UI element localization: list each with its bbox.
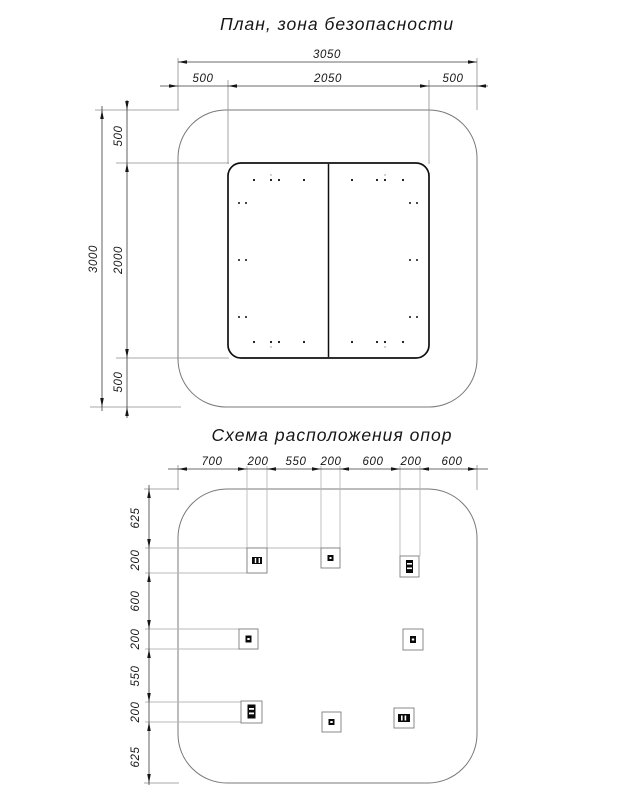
safety-zone-outline	[178, 110, 477, 407]
supports-title: Схема расположения опор	[211, 425, 453, 445]
dim-label-col-1: 200	[247, 456, 269, 468]
plan-dimension-lines	[102, 62, 488, 418]
dim-label-row-2: 600	[130, 590, 142, 612]
dim-label-col-5: 200	[400, 456, 422, 468]
dim-label-col-6: 600	[441, 456, 463, 468]
dim-label-inner-height: 2000	[113, 246, 125, 274]
dim-label-row-1: 200	[130, 549, 142, 571]
supports-dimension-lines	[149, 469, 488, 785]
dim-label-left-offset: 500	[192, 73, 214, 85]
supports-drawing	[130, 425, 488, 785]
dim-label-inner-width: 2050	[314, 73, 342, 85]
plan-title: План, зона безопасности	[219, 14, 455, 34]
dim-label-row-4: 550	[130, 665, 142, 687]
dim-label-right-offset: 500	[442, 73, 464, 85]
dim-label-top-offset: 500	[113, 125, 125, 147]
dim-label-total-height: 3000	[88, 245, 100, 273]
dim-label-row-0: 625	[130, 507, 142, 529]
dim-label-total-width: 3050	[313, 49, 341, 61]
supports-dimension-arrows	[147, 467, 477, 783]
dim-label-col-4: 600	[362, 456, 384, 468]
plan-dimension-arrows	[100, 60, 486, 416]
plan-dimension-labels	[88, 49, 464, 393]
dim-label-row-6: 625	[130, 746, 142, 768]
dim-label-col-3: 200	[320, 456, 342, 468]
support-markers	[239, 548, 423, 732]
dim-label-row-5: 200	[130, 701, 142, 723]
dim-label-col-0: 700	[201, 456, 223, 468]
dim-label-row-3: 200	[130, 628, 142, 650]
supports-extension-lines	[144, 465, 477, 783]
dim-label-bottom-offset: 500	[113, 371, 125, 393]
platform-outline	[178, 489, 477, 783]
plan-drawing	[88, 14, 488, 418]
dim-label-col-2: 550	[285, 456, 307, 468]
